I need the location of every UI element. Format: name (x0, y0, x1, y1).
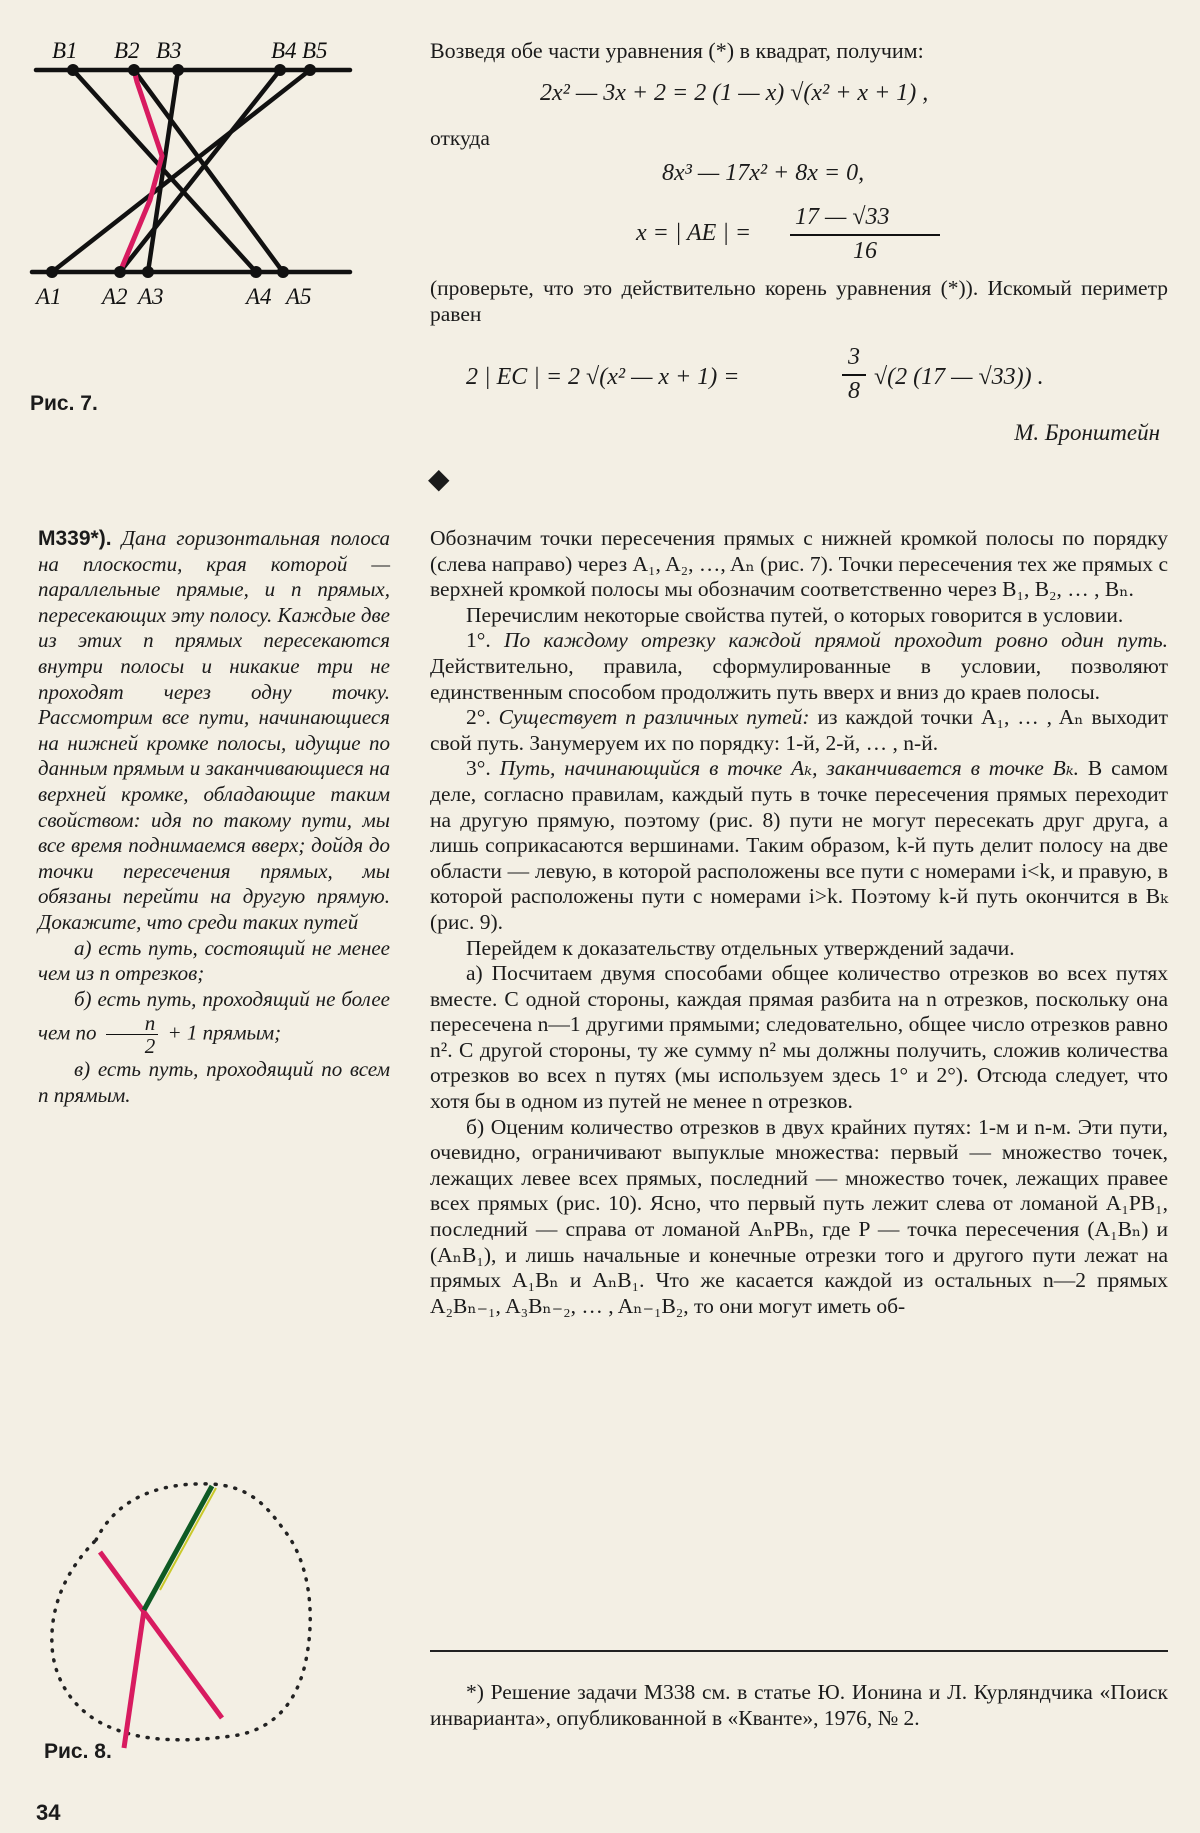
m338-eq4-frac-bar (842, 374, 866, 376)
label-a4: A4 (246, 284, 272, 309)
convex-region-outline (52, 1484, 310, 1740)
label-a2: A2 (102, 284, 128, 309)
m338-check: (проверьте, что это действительно корень уравнения (*)). Искомый периметр равен (430, 276, 1168, 326)
figure-8 (36, 1460, 336, 1760)
solution-p4: 2°. Существует n различных путей: из каждой точки A₁, … , Aₙ выходит свой путь. Занумеруем их по порядку: 1-й, 2-й, … , n-й. (430, 705, 1169, 755)
m338-eq3-den: 16 (853, 238, 877, 264)
label-b1: B1 (52, 38, 78, 63)
solution-p3: 1°. По каждому отрезку каждой прямой проходит ровно один путь. Действительно, правила, сформулированные в условии, позволяют единственным способом продолжить путь вверх и вниз до краев полосы. (430, 628, 1169, 704)
m338-whence: откуда (430, 126, 490, 150)
problem-number: М339*). (38, 527, 112, 550)
page-number: 34 (36, 1800, 61, 1825)
footnote: *) Решение задачи М338 см. в статье Ю. Ионина и Л. Курляндчика «Поиск инварианта», опубликованной в «Кванте», 1976, № 2. (430, 1680, 1168, 1730)
section-divider: ◆ (428, 464, 450, 495)
problem-statement: Дана горизонтальная полоса на плоскости, края которой — параллельные прямые, и n прямых, пересекающих эту полосу. Каждые две из этих n прямых пересекаются внутри полосы и никакие три не проходят через одну точку. Рассмотрим все пути, начинающиеся на нижней кромке полосы, идущие по данным прямым и заканчивающиеся на верхней кромке, обладающие таким свойством: идя по такому пути, мы все время поднимаемся вверх; дойдя до точки пересечения прямых, мы обязаны перейти на другую прямую. Докажите, что среди таких путей (38, 526, 390, 934)
problem-m339 (38, 526, 390, 1108)
m338-eq2: 8x³ — 17x² + 8x = 0, (662, 160, 865, 186)
m338-eq4-rhs: √(2 (17 — √33)) . (874, 364, 1044, 390)
m338-eq3-bar (790, 234, 940, 236)
figure-7-caption: Рис. 7. (30, 392, 98, 415)
m338-eq4-frac-den: 8 (848, 378, 860, 404)
label-b2: B2 (114, 38, 140, 63)
label-b3: B3 (156, 38, 182, 63)
label-b4: B4 (271, 38, 297, 63)
m338-eq4-frac-num: 3 (848, 344, 860, 370)
label-a5: A5 (286, 284, 312, 309)
label-a1: A1 (36, 284, 62, 309)
problem-item-b-frac-num: n (106, 1012, 159, 1035)
figure-7 (28, 28, 358, 328)
solution-p2: Перечислим некоторые свойства путей, о которых говорится в условии. (466, 602, 1124, 627)
label-b5: B5 (302, 38, 328, 63)
solution-p5: 3°. Путь, начинающийся в точке Aₖ, заканчивается в точке Bₖ. В самом деле, согласно правилам, каждый путь в точке пересечения прямых переходит на другую прямую, поэтому (рис. 8) пути не могут пересекать друг друга, а лишь соприкасаются вершинами. Таким образом, k-й путь делит полосу на две области — левую, в которой расположены все пути с номерами i<k, и правую, в которой расположены пути с номерами i>k. Поэтому k-й путь окончится в Bₖ (рис. 9). (430, 756, 1169, 934)
path-line-yellow (160, 1488, 216, 1590)
problem-item-a: а) есть путь, состоящий не менее чем из n отрезков; (38, 935, 390, 986)
problem-item-b-frac-den: 2 (144, 1034, 156, 1059)
problem-item-b-pre: б) есть путь, проходящий не более чем по (38, 986, 390, 1045)
m338-eq1: 2x² — 3x + 2 = 2 (1 — x) √(x² + x + 1) , (540, 80, 929, 106)
problem-item-b-post: + 1 прямым; (167, 1020, 282, 1045)
m338-eq4-lhs: 2 | EC | = 2 √(x² — x + 1) = (466, 364, 740, 390)
solution-p1: Обозначим точки пересечения прямых с нижней кромкой полосы по порядку (слева направо) через A₁, A₂, …, Aₙ (рис. 7). Точки пересечения тех же прямых с верхней кромкой полосы мы обозначим соответственно через B₁, B₂, … , Bₙ. (430, 526, 1168, 602)
solution-p6: Перейдем к доказательству отдельных утверждений задачи. (466, 935, 1015, 960)
path-line-green (144, 1486, 212, 1610)
solution-p7: а) Посчитаем двумя способами общее количество отрезков во всех путях вместе. С одной стороны, каждая прямая разбита на n отрезков, поскольку она пересечена n—1 другими прямыми; следовательно, общее число отрезков равно n². С другой стороны, ту же сумму n² мы должны получить, сложив количества отрезков во всех n путях (мы используем здесь 1° и 2°). Отсюда следует, что хотя бы в одном из путей не менее n отрезков. (430, 961, 1168, 1114)
solution-text (430, 526, 1168, 1319)
footnote-rule (430, 1650, 1168, 1652)
m338-author: М. Бронштейн (1014, 420, 1160, 445)
label-a3: A3 (138, 284, 164, 309)
m338-intro: Возведя обе части уравнения (*) в квадрат, получим: (430, 38, 924, 63)
m338-eq3-lhs: x = | AE | = (636, 220, 752, 246)
path-line-red-2 (124, 1610, 144, 1748)
figure-8-caption: Рис. 8. (44, 1740, 112, 1763)
m338-eq3-num: 17 — √33 (795, 204, 890, 230)
solution-p8: б) Оценим количество отрезков в двух крайних путях: 1-м и n-м. Эти пути, очевидно, ограничивают выпуклые множества: первый — множество точек, лежащих левее всех прямых, последний — множество точек, лежащих правее всех прямых (рис. 10). Ясно, что первый путь лежит слева от ломаной A₁PB₁, последний — справа от ломаной AₙPBₙ, где P — точка пересечения (A₁Bₙ) и (AₙB₁), и лишь начальные и конечные отрезки того и другого пути лежат на прямых A₁Bₙ и AₙB₁. Что же касается каждой из остальных n—2 прямых A₂Bₙ₋₁, A₃Bₙ₋₂, … , Aₙ₋₁B₂, то они могут иметь об- (430, 1114, 1168, 1318)
problem-item-c: в) есть путь, проходящий по всем n прямым. (38, 1057, 390, 1107)
problem-item-b (38, 987, 390, 1058)
